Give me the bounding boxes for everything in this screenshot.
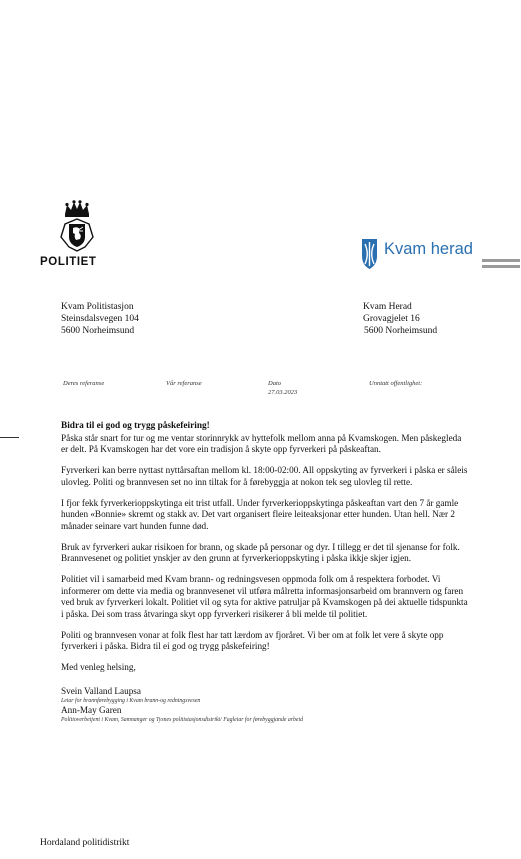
margin-mark (0, 437, 19, 438)
letter-paragraph: Politi og brannvesen vonar at folk flest har tatt lærdom av fjoråret. Vi ber om at folk let vere å skyte opp fyrverkeri i påska. Bidra til ei god og trygg påskefeiring! (61, 629, 444, 651)
dato-label: Dato (268, 380, 281, 387)
letter-paragraph: Påska står snart for tur og me ventar storinnrykk av hyttefolk mellom anna på Kvamskogen. Men påskegleda er delt. På Kvamskogen har det vore ein tradisjon å skyte opp fyrverkeri på påskeaftan. (61, 432, 462, 454)
kvam-herad-logo (361, 238, 521, 272)
kvam-logo-stripe (482, 265, 520, 268)
kvam-shield-icon (361, 238, 378, 270)
letter-body (61, 421, 469, 724)
signature-title: Leiar for brannførebygging i Kvam brann-og redningsvesen (61, 697, 201, 704)
letter-heading: Bidra til ei god og trygg påskefeiring! (61, 421, 210, 431)
letter-paragraph: Politiet vil i samarbeid med Kvam brann- og redningsvesen oppmoda folk om å respektera forbodet. Vi informerer om dette via media og brannvesenet vil utføra målretta informasjonsarbeid om brannvern og faren ved bruk av fyrverkeri lokalt. Politiet vil og syta for aktive patruljar på Kvamskogen på dei aktuelle tidspunkta i påska. Dei som trass åtvaringa skyt opp fyrverkeri risikerer å bli melde til politiet. (61, 574, 468, 619)
politiet-wordmark: POLITIET (40, 256, 97, 268)
recipient-address (363, 301, 437, 337)
sender-address (61, 301, 139, 337)
footer-district: Hordaland politidistrikt (40, 838, 130, 848)
letter-paragraph: I fjor fekk fyrverkerioppskytinga eit trist utfall. Under fyrverkerioppskytinga påskeaftan vart den 7 år gamle hunden «Bonnie» skremt og stakk av. Det vart organisert fleire leiteaksjonar etter hunden. Utan hell. Nær 2 månader seinare vart hunden funne død. (61, 497, 459, 531)
sender-street: Steinsdalsvegen 104 (61, 314, 139, 324)
signature-name: Ann-May Garen (61, 704, 122, 715)
unntatt-offentlighet-label: Unntatt offentlighet: (369, 380, 423, 387)
signature-title: Politioverbetjent i Kvam, Samnanger og Tysnes politistasjonsdistrikt/ Fagleiar for førebyggjande arbeid (61, 716, 303, 723)
letter-paragraph: Bruk av fyrverkeri aukar risikoen for brann, og skade på personar og dyr. I tillegg er det til sjenanse for folk. Brannvesenet og politiet ynskjer av den grunn at fyrverkerioppskyting i påska ikkje skjer igjen. (61, 541, 460, 563)
var-referanse-label: Vår referanse (166, 380, 202, 387)
recipient-street: Grovagjelet 16 (363, 314, 420, 324)
letter-closing: Med venleg helsing, (61, 662, 136, 672)
sender-city: 5600 Norheimsund (61, 326, 135, 336)
recipient-city: 5600 Norheimsund (364, 326, 438, 336)
dato-value: 27.03.2023 (268, 389, 298, 396)
signature-block (61, 686, 469, 724)
sender-name: Kvam Politistasjon (61, 302, 134, 312)
politiet-logo (40, 200, 122, 268)
kvam-herad-wordmark: Kvam herad (384, 240, 473, 258)
deres-referanse-label: Deres referanse (63, 380, 105, 387)
recipient-name: Kvam Herad (363, 302, 412, 312)
signature-name: Svein Valland Laupsa (61, 685, 141, 696)
letter-paragraph: Fyrverkeri kan berre nyttast nyttårsaftan mellom kl. 18:00-02:00. All oppskyting av fyrverkeri i påska er såleis ulovleg. Politi og brannvesen set no inn tiltak for å førebyggja at nokon tek seg ulovleg til rette. (61, 465, 468, 487)
police-crest-icon (56, 200, 98, 252)
kvam-logo-stripe (482, 259, 520, 262)
